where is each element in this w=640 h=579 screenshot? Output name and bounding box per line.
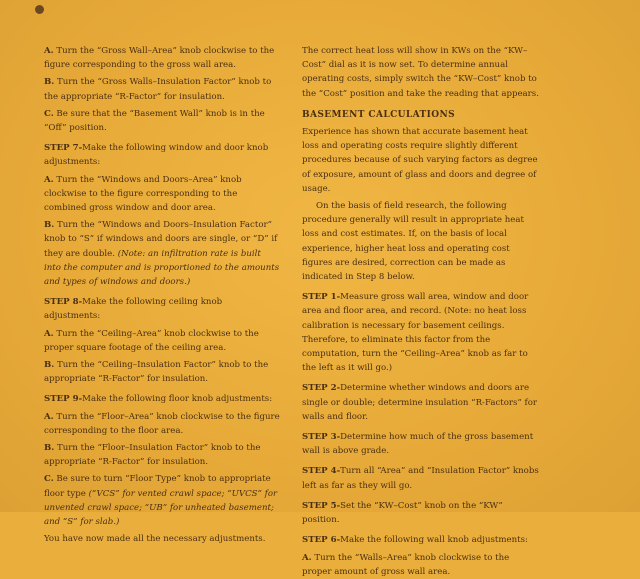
item-letter: B.	[44, 77, 55, 88]
step-label: STEP 1-	[302, 292, 341, 303]
step-paragraph	[44, 141, 280, 169]
item-letter: B.	[44, 443, 55, 454]
paragraph-text: Turn the “Windows and Doors–Area” knob clockwise to the figure corresponding to the combined gross window and door area.	[44, 174, 242, 214]
paragraph-text: Turn the “Ceiling–Area” knob clockwise to the proper square footage of the ceiling area.	[44, 328, 259, 353]
paragraph-text: Turn the “Floor–Area” knob clockwise to the figure corresponding to the floor area.	[44, 411, 280, 436]
paragraph-text: Turn the “Gross Wall–Area” knob clockwise to the figure corresponding to the gross wall area.	[44, 46, 275, 71]
paragraph-text: The correct heat loss will show in KWs on the “KW–Cost” dial as it is now set. To determine annual operating costs, simply switch the “KW–Cost” knob to the “Cost” position and take the reading that appears.	[302, 46, 539, 99]
paragraph	[302, 551, 540, 579]
paragraph-text: Determine whether windows and doors are single or double; determine insulation “R-Factors” for walls and floor.	[302, 383, 537, 422]
paragraph-text: Turn the “Windows and Doors–Insulation Factor” knob to “S” if windows and doors are single, or “D” if they are double.	[44, 220, 278, 259]
paragraph-text: Measure gross wall area, window and door area and floor area, and record. (Note: no heat loss calibration is necessary for basement ceilings. Therefore, to eliminate this factor from the computation, turn the “Ceiling–Area” knob as far to the left as it will go.)	[302, 292, 529, 374]
paragraph-text: Make the following ceiling knob adjustments:	[44, 297, 223, 322]
paragraph-text: Make the following wall knob adjustments:	[340, 535, 528, 546]
step-label: STEP 5-	[302, 500, 341, 511]
step-label: STEP 3-	[302, 432, 341, 443]
paragraph	[302, 199, 540, 284]
paragraph	[44, 410, 280, 438]
paragraph-text: You have now made all the necessary adjustments.	[44, 534, 266, 545]
paragraph	[44, 107, 280, 135]
item-letter: A.	[44, 328, 54, 339]
step-paragraph	[44, 392, 280, 406]
paragraph-text: Experience has shown that accurate basement heat loss and operating costs require slightly different procedures because of such varying factors as degree of exposure, amount of glass and doors and degree of usage.	[302, 127, 538, 194]
step-label: STEP 6-	[302, 535, 341, 546]
paragraph	[44, 218, 280, 289]
paragraph-text: Turn the “Gross Walls–Insulation Factor” knob to the appropriate “R-Factor” for insulation.	[44, 77, 272, 102]
item-letter: A.	[302, 552, 312, 563]
paragraph-text: Be sure to turn “Floor Type” knob to appropriate floor type	[44, 474, 271, 499]
paragraph	[44, 358, 280, 386]
item-letter: A.	[44, 174, 54, 185]
item-letter: C.	[44, 474, 54, 485]
punch-hole	[35, 5, 44, 14]
item-letter: B.	[44, 360, 55, 371]
step-label: STEP 9-	[44, 394, 83, 405]
paragraph-text: Determine how much of the gross basement wall is above grade.	[302, 432, 534, 457]
paragraph	[302, 44, 540, 101]
step-label: STEP 7-	[44, 143, 83, 154]
right-column	[302, 44, 540, 579]
item-letter: B.	[44, 220, 55, 231]
paragraph-text: Set the “KW–Cost” knob on the “KW” position.	[302, 500, 503, 526]
paragraph	[302, 125, 540, 196]
paragraph	[44, 532, 280, 546]
note-text: (Note: an infiltration rate is built into the computer and is proportioned to the amounts and types of windows and doors.)	[44, 248, 280, 288]
item-letter: C.	[44, 108, 54, 119]
paragraph	[44, 75, 280, 103]
step-paragraph	[302, 533, 540, 547]
item-letter: A.	[44, 46, 54, 56]
step-paragraph	[302, 430, 540, 458]
section-heading: BASEMENT CALCULATIONS	[302, 109, 456, 120]
step-paragraph	[302, 464, 540, 492]
paragraph-text: Be sure that the “Basement Wall” knob is in the “Off” position.	[44, 108, 265, 134]
paragraph-text: Make the following floor knob adjustments:	[82, 394, 273, 405]
note-text: (“VCS” for vented crawl space; “UVCS” for unvented crawl space; “UB” for unheated basement; and “S” for slab.)	[44, 488, 278, 528]
paragraph-text: Turn the “Ceiling–Insulation Factor” knob to the appropriate “R-Factor” for insulation.	[44, 360, 269, 385]
paragraph-text: Turn the “Walls–Area” knob clockwise to the proper amount of gross wall area.	[302, 552, 510, 577]
step-label: STEP 2-	[302, 383, 341, 394]
left-column	[44, 44, 280, 547]
paragraph	[44, 441, 280, 469]
step-paragraph	[302, 499, 540, 527]
paragraph	[44, 173, 280, 216]
step-paragraph	[302, 381, 540, 424]
step-paragraph	[302, 290, 540, 375]
item-letter: A.	[44, 411, 54, 422]
step-label: STEP 4-	[302, 466, 341, 477]
paragraph-text: Turn the “Floor–Insulation Factor” knob to the appropriate “R-Factor” for insulation.	[44, 443, 261, 468]
paragraph-text: Turn all “Area” and “Insulation Factor” knobs left as far as they will go.	[302, 466, 539, 491]
step-paragraph	[44, 295, 280, 323]
step-label: STEP 8-	[44, 297, 83, 308]
paragraph	[44, 327, 280, 355]
paragraph	[44, 44, 280, 72]
paragraph-text: On the basis of field research, the following procedure generally will result in appropriate heat loss and cost estimates. If, on the basis of local experience, higher heat loss and operating cost figures are desired, correction can be made as indicated in Step 8 below.	[302, 201, 524, 283]
paragraph-text: Make the following window and door knob adjustments:	[44, 143, 269, 168]
paragraph	[44, 472, 280, 529]
